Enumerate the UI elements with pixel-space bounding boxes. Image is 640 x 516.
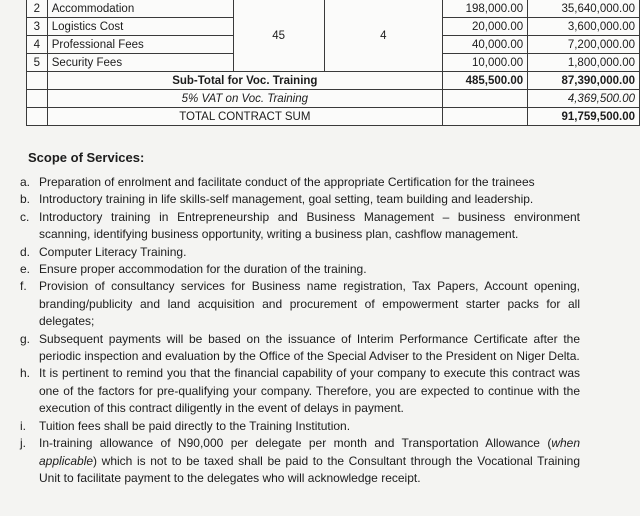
row-description: Accommodation bbox=[47, 0, 233, 18]
row-total: 3,600,000.00 bbox=[528, 18, 640, 36]
list-marker: a. bbox=[20, 175, 31, 189]
list-item bbox=[20, 209, 580, 244]
row-amount: 198,000.00 bbox=[442, 0, 527, 18]
row-number: 5 bbox=[27, 54, 48, 72]
row-description: Professional Fees bbox=[47, 36, 233, 54]
list-marker: i. bbox=[20, 418, 26, 433]
list-text-emphasis: when applicable bbox=[39, 436, 580, 468]
row-total: 35,640,000.00 bbox=[528, 0, 640, 18]
list-marker: f. bbox=[20, 279, 27, 294]
row-number: 2 bbox=[27, 0, 48, 18]
scope-title: Scope of Services: bbox=[28, 150, 145, 165]
empty-cell bbox=[27, 90, 48, 108]
list-text: Preparation of enrolment and facilitate conduct of the appropriate Certification for the trainees bbox=[39, 175, 535, 189]
list-marker: d. bbox=[20, 244, 31, 259]
list-item bbox=[20, 191, 580, 208]
list-text: Subsequent payments will be based on the issuance of Interim Performance Certificate after the periodic inspection and evaluation by the Office of the Special Adviser to the President on Niger Delta. bbox=[39, 331, 580, 364]
list-marker: g. bbox=[20, 331, 31, 346]
table-row bbox=[27, 0, 640, 18]
subtotal-total: 87,390,000.00 bbox=[528, 72, 640, 90]
list-item bbox=[20, 331, 580, 366]
list-text-part: In-training allowance of N90,000 per delegate per month and Transportation Allowance ( bbox=[39, 436, 552, 451]
list-text: Computer Literacy Training. bbox=[39, 244, 187, 259]
list-item bbox=[20, 435, 580, 487]
list-marker: e. bbox=[20, 262, 31, 277]
empty-cell bbox=[442, 90, 527, 108]
list-item bbox=[20, 244, 580, 261]
merged-cell-delegates: 45 bbox=[233, 0, 324, 72]
scope-list bbox=[20, 174, 580, 487]
list-item bbox=[20, 418, 580, 435]
empty-cell bbox=[442, 108, 527, 126]
list-marker: h. bbox=[20, 366, 31, 381]
cost-table bbox=[26, 0, 640, 126]
list-text: Introductory training in Entrepreneurship and Business Management – business environment scanning, identifying business opportunity, writing a business plan, cashflow management. bbox=[39, 209, 580, 242]
list-text: It is pertinent to remind you that the financial capability of your company to execute this contract was one of the factors for pre-qualifying your company. Therefore, you are expected to continue with the execution of this contract diligently in the event of delays in payment. bbox=[39, 366, 580, 416]
row-amount: 20,000.00 bbox=[442, 18, 527, 36]
empty-cell bbox=[27, 72, 48, 90]
list-item bbox=[20, 174, 580, 191]
list-item bbox=[20, 278, 580, 330]
list-marker: j. bbox=[20, 436, 26, 451]
list-text-part: ) which is not to be taxed shall be paid to the Consultant through the Vocational Training Unit to facilitate payment to the delegates who will acknowledge receipt. bbox=[39, 453, 580, 485]
list-marker: b. bbox=[20, 192, 31, 207]
subtotal-amount: 485,500.00 bbox=[442, 72, 527, 90]
subtotal-label: Sub-Total for Voc. Training bbox=[47, 72, 442, 90]
subtotal-row bbox=[27, 72, 640, 90]
merged-cell-duration: 4 bbox=[324, 0, 442, 72]
list-text: Tuition fees shall be paid directly to the Training Institution. bbox=[39, 418, 351, 433]
row-total: 7,200,000.00 bbox=[528, 36, 640, 54]
contract-sum-label: TOTAL CONTRACT SUM bbox=[47, 108, 442, 126]
list-text: Ensure proper accommodation for the duration of the training. bbox=[39, 262, 367, 277]
list-marker: c. bbox=[20, 209, 30, 224]
row-description: Security Fees bbox=[47, 54, 233, 72]
vat-total: 4,369,500.00 bbox=[528, 90, 640, 108]
list-text bbox=[39, 435, 580, 487]
row-total: 1,800,000.00 bbox=[528, 54, 640, 72]
list-item bbox=[20, 261, 580, 278]
contract-sum-total: 91,759,500.00 bbox=[528, 108, 640, 126]
row-amount: 40,000.00 bbox=[442, 36, 527, 54]
row-amount: 10,000.00 bbox=[442, 54, 527, 72]
row-number: 4 bbox=[27, 36, 48, 54]
list-item bbox=[20, 365, 580, 417]
contract-sum-row bbox=[27, 108, 640, 126]
list-text: Introductory training in life skills-self management, goal setting, team building and leadership. bbox=[39, 192, 534, 207]
row-number: 3 bbox=[27, 18, 48, 36]
vat-label: 5% VAT on Voc. Training bbox=[47, 90, 442, 108]
list-text: Provision of consultancy services for Business name registration, Tax Papers, Account opening, branding/publicity and land acquisition and procurement of empowerment starter packs for all delegates; bbox=[39, 279, 580, 329]
row-description: Logistics Cost bbox=[47, 18, 233, 36]
empty-cell bbox=[27, 108, 48, 126]
vat-row bbox=[27, 90, 640, 108]
